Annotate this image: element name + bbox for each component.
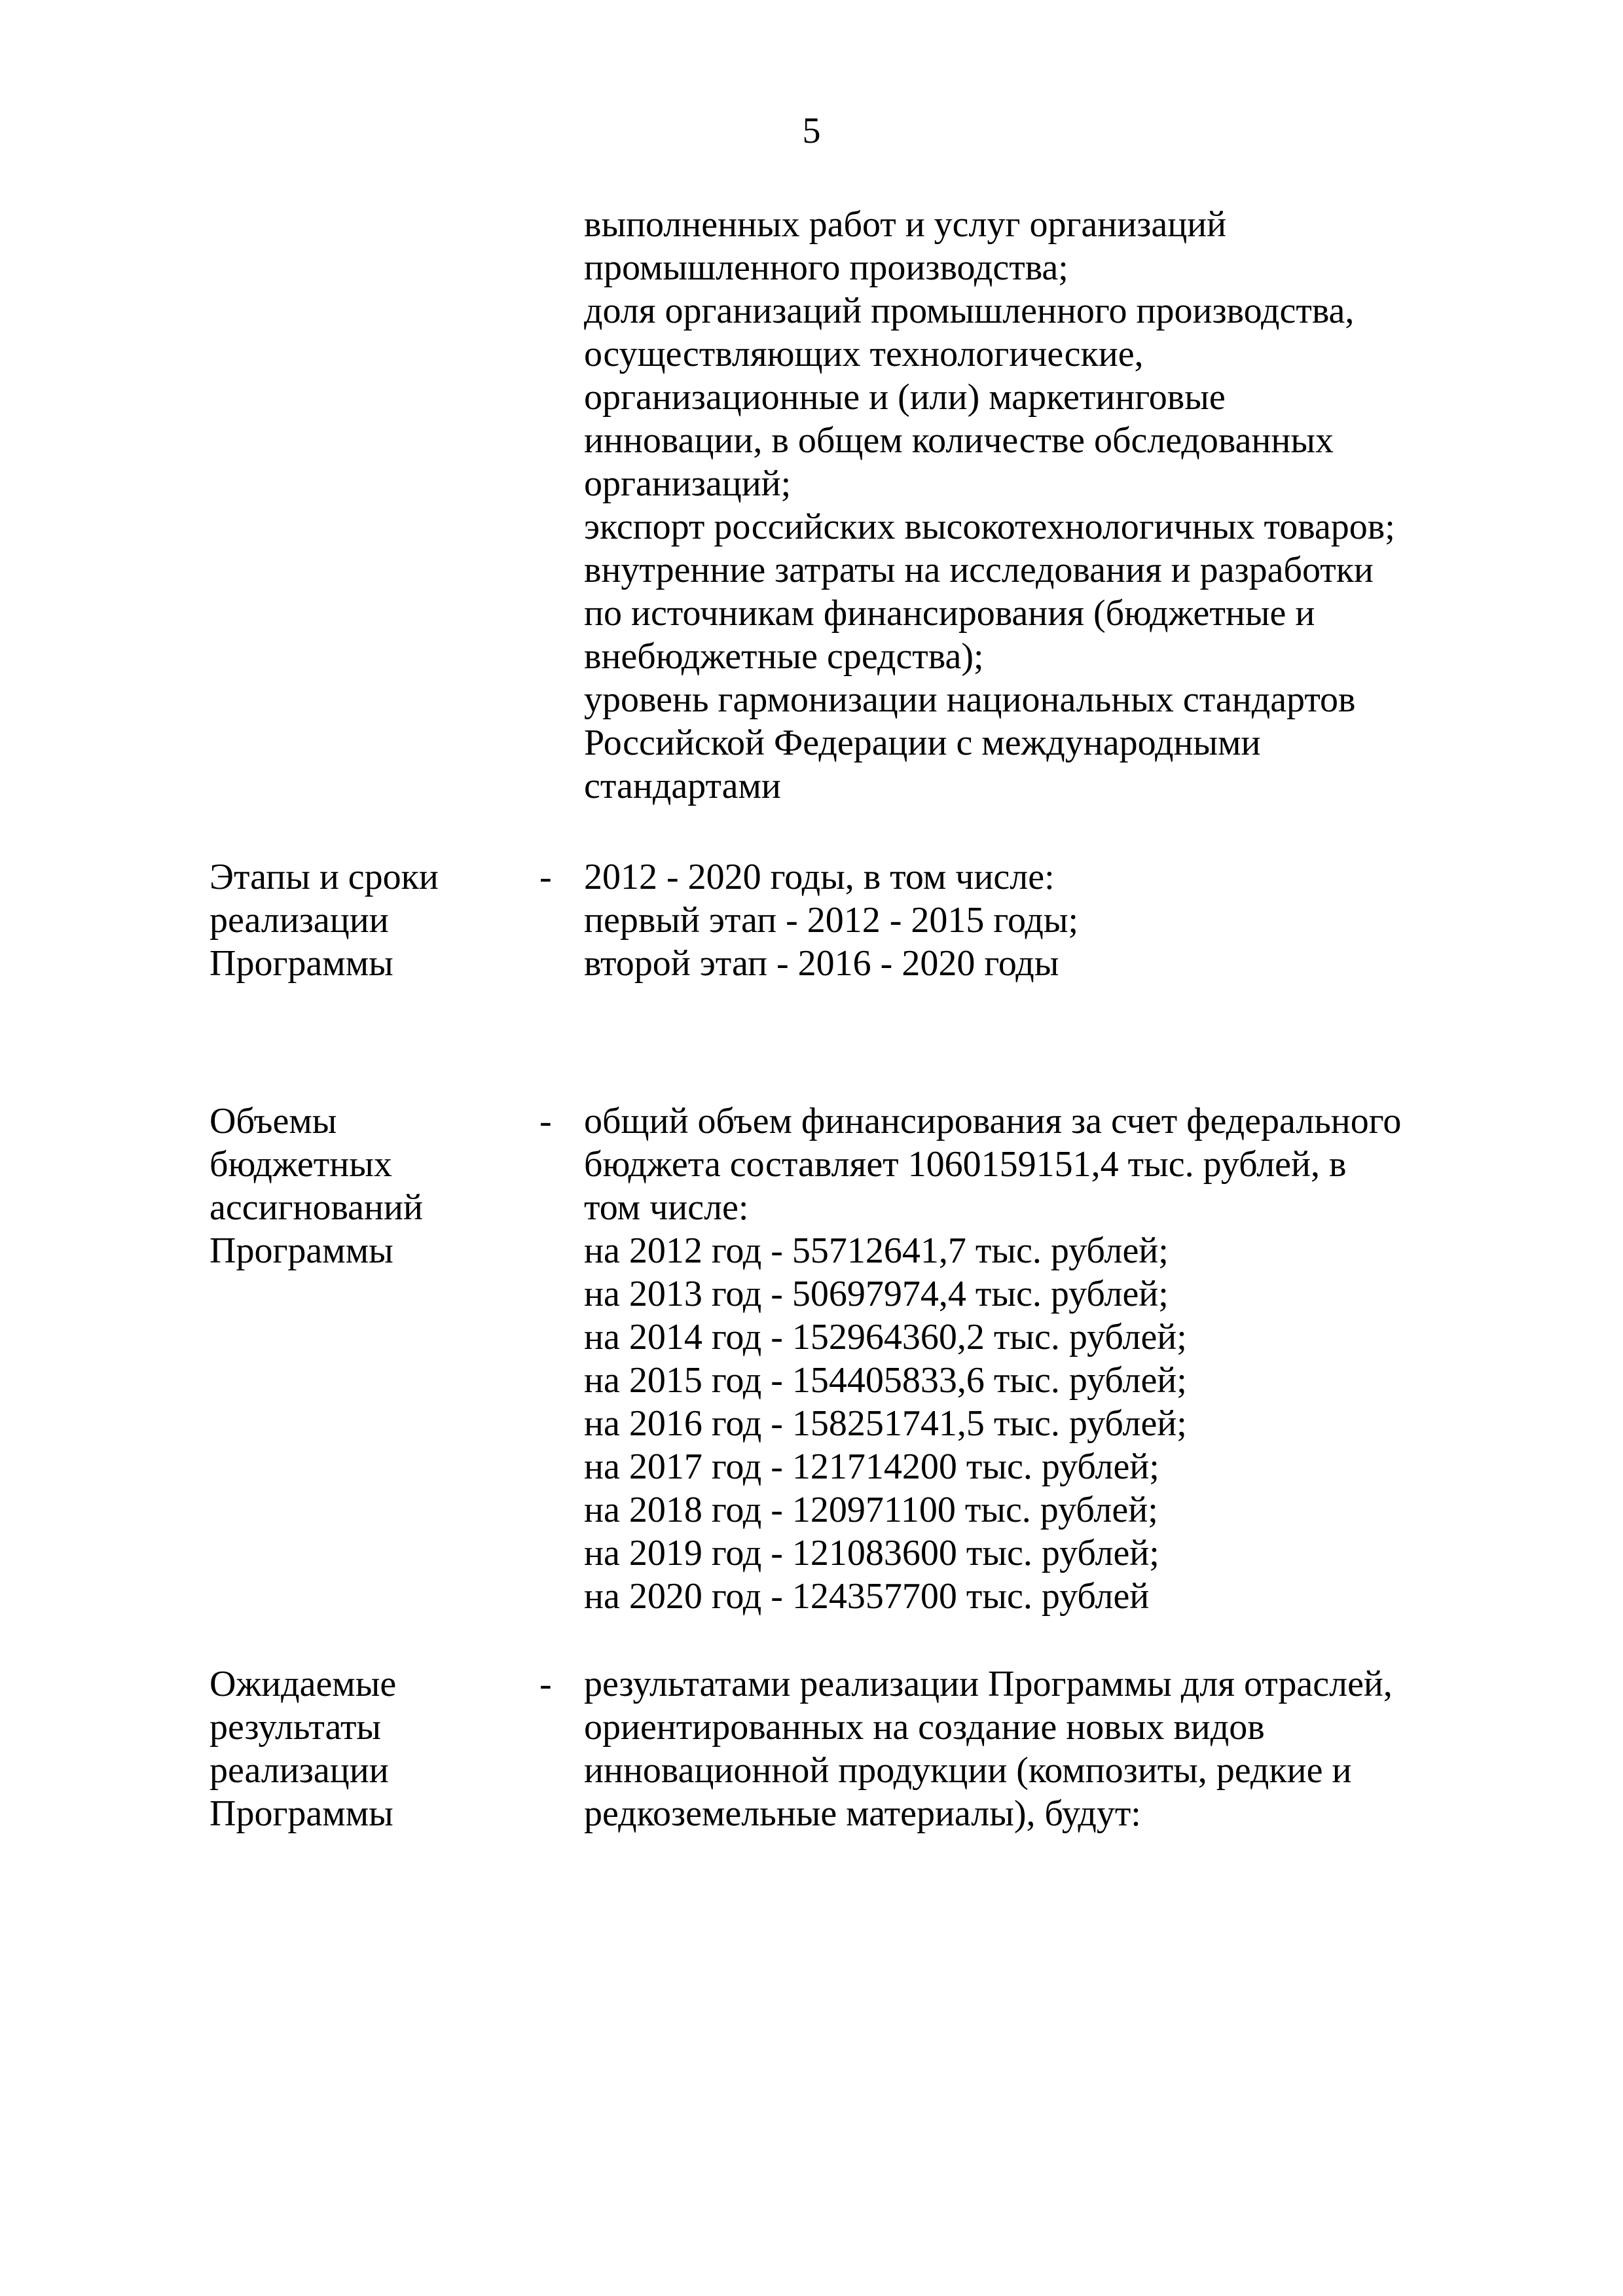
- section-content: [584, 1100, 1540, 1618]
- section-dash: -: [539, 857, 552, 897]
- content-line: редкоземельные материалы), будут:: [584, 1793, 1141, 1834]
- section-content: [584, 855, 1540, 985]
- content-line: том числе:: [584, 1187, 749, 1228]
- label-line: результаты: [210, 1707, 382, 1748]
- content-line: бюджета составляет 1060159151,4 тыс. рублей, в: [584, 1144, 1347, 1185]
- label-line: Ожидаемые: [210, 1664, 397, 1704]
- label-line: бюджетных: [210, 1144, 392, 1185]
- content-line: на 2013 год - 50697974,4 тыс. рублей;: [584, 1274, 1169, 1314]
- text-line: внутренние затраты на исследования и разработки: [584, 550, 1374, 590]
- section-label: [210, 1100, 498, 1272]
- text-line: стандартами: [584, 766, 781, 806]
- section-content: [584, 1662, 1540, 1835]
- section-label: [210, 855, 498, 985]
- section-dash: -: [539, 1101, 552, 1141]
- section-label: [210, 1662, 498, 1835]
- text-line: выполненных работ и услуг организаций: [584, 204, 1227, 245]
- content-line: на 2014 год - 152964360,2 тыс. рублей;: [584, 1317, 1187, 1357]
- content-line: инновационной продукции (композиты, редкие и: [584, 1750, 1352, 1791]
- text-line: промышленного производства;: [584, 247, 1068, 288]
- text-line: внебюджетные средства);: [584, 636, 984, 677]
- page-number: 5: [802, 111, 821, 151]
- label-line: Объемы: [210, 1101, 337, 1141]
- label-line: Программы: [210, 1230, 393, 1271]
- content-line: второй этап - 2016 - 2020 годы: [584, 943, 1059, 984]
- content-line: результатами реализации Программы для отраслей,: [584, 1664, 1393, 1704]
- text-line: инновации, в общем количестве обследованных: [584, 420, 1334, 461]
- text-line: по источникам финансирования (бюджетные и: [584, 593, 1315, 634]
- text-line: Российской Федерации с международными: [584, 723, 1261, 763]
- section-dash: -: [539, 1664, 552, 1704]
- text-line: организаций;: [584, 463, 792, 504]
- text-line: осуществляющих технологические,: [584, 334, 1144, 374]
- label-line: ассигнований: [210, 1187, 423, 1228]
- label-line: реализации: [210, 900, 389, 941]
- content-line: на 2016 год - 158251741,5 тыс. рублей;: [584, 1403, 1187, 1444]
- content-line: общий объем финансирования за счет федерального: [584, 1101, 1402, 1141]
- content-line: на 2012 год - 55712641,7 тыс. рублей;: [584, 1230, 1169, 1271]
- content-line: первый этап - 2012 - 2015 годы;: [584, 900, 1079, 941]
- text-line: уровень гармонизации национальных стандартов: [584, 679, 1356, 720]
- content-line: на 2017 год - 121714200 тыс. рублей;: [584, 1446, 1159, 1487]
- content-line: на 2019 год - 121083600 тыс. рублей;: [584, 1533, 1159, 1573]
- text-line: организационные и (или) маркетинговые: [584, 377, 1226, 418]
- text-line: доля организаций промышленного производства,: [584, 291, 1355, 331]
- text-line: экспорт российских высокотехнологичных товаров;: [584, 507, 1395, 547]
- label-line: Программы: [210, 1793, 393, 1834]
- label-line: Этапы и сроки: [210, 857, 439, 897]
- label-line: реализации: [210, 1750, 389, 1791]
- content-line: на 2018 год - 120971100 тыс. рублей;: [584, 1490, 1158, 1530]
- content-line: ориентированных на создание новых видов: [584, 1707, 1265, 1748]
- label-line: Программы: [210, 943, 393, 984]
- content-line: на 2020 год - 124357700 тыс. рублей: [584, 1576, 1150, 1617]
- continuation-text: [584, 203, 1514, 808]
- content-line: 2012 - 2020 годы, в том числе:: [584, 857, 1055, 897]
- content-line: на 2015 год - 154405833,6 тыс. рублей;: [584, 1360, 1187, 1401]
